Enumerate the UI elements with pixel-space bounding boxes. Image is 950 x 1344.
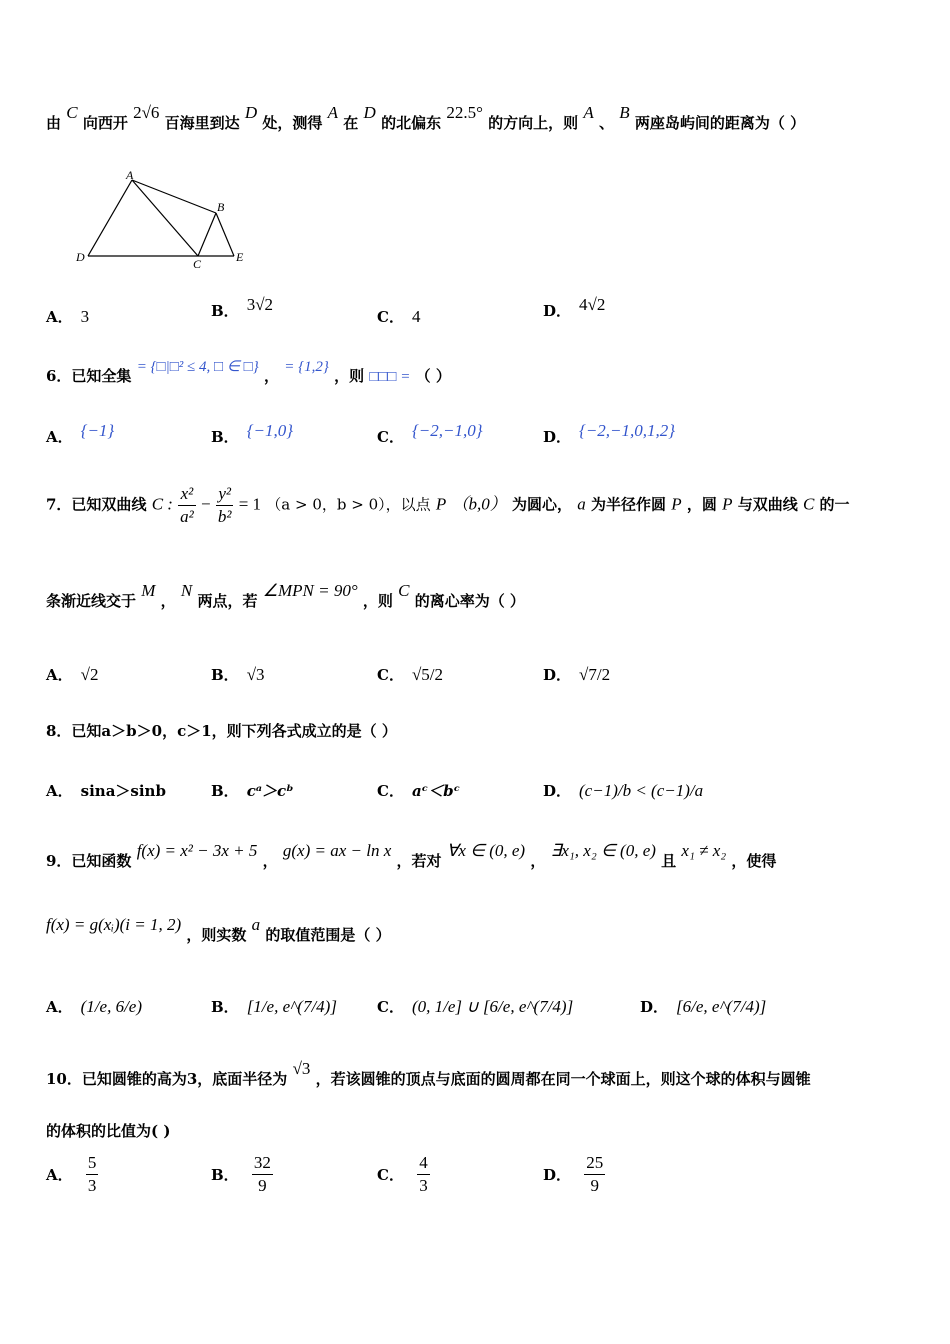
q9-stem-line2: f(x) = g(xᵢ)(i = 1, 2) ，则实数 a 的取值范围是（ ） — [46, 915, 391, 944]
q9-option-d[interactable]: D． [6/e, e^(7/4)] — [640, 997, 767, 1016]
q6-option-d[interactable]: D． {−2,−1,0,1,2} — [543, 421, 676, 446]
q7-option-a[interactable]: A． √2 — [46, 665, 99, 684]
q6-option-c[interactable]: C． {−2,−1,0} — [377, 421, 483, 446]
q8-option-b[interactable]: B． cᵃ＞cᵇ — [211, 782, 294, 800]
q7-stem-line1: 7．已知双曲线 C : $\frac{\text{x²}}{\text{a²}}$ − $\frac{\text{y²}}{\text{b²}}$ = 1 （a > 0，b > 0），以点 P （b,0） 为圆心， a 为半径作圆 P ，圆 P 与双曲线 C 的一 — [46, 484, 850, 526]
q10-option-a[interactable]: A． $\frac{5}{3}$ — [46, 1153, 97, 1195]
q10-option-c[interactable]: C． $\frac{4}{3}$ — [377, 1153, 428, 1195]
q10-option-d[interactable]: D． $\frac{25}{9}$ — [543, 1153, 604, 1195]
q7-option-c[interactable]: C． √5/2 — [377, 665, 444, 684]
q6-option-a[interactable]: A． {−1} — [46, 421, 115, 446]
q7-stem-line2: 条渐近线交于 M ， N 两点，若 ∠MPN = 90° ，则 C 的离心率为（ ） — [46, 581, 525, 610]
q9-stem-line1: 9．已知函数 f(x) = x² − 3x + 5 ， g(x) = ax − ln x ，若对 ∀x ∈ (0, e) ， ∃x₁, x₂ ∈ (0, e) 且 x₁ ≠ x₂ ，使得 — [46, 841, 777, 870]
q10-option-b[interactable]: B． $\frac{32}{9}$ — [211, 1153, 271, 1195]
q8-option-c[interactable]: C． aᶜ＜bᶜ — [377, 782, 460, 800]
q7-x2-over-a2: $\frac{\text{x²}}{\text{a²}}$ — [180, 484, 194, 526]
q9-option-a[interactable]: A． (1/e, 6/e) — [46, 997, 142, 1016]
q6-option-b[interactable]: B． {−1,0} — [211, 421, 294, 446]
q5-option-a[interactable]: A． 3 — [46, 307, 90, 326]
q5-option-c[interactable]: C． 4 — [377, 307, 421, 326]
figure-label-c: C — [193, 257, 202, 271]
figure-label-b: B — [217, 200, 225, 214]
q5-stem: 由 C 向西开 2√6 百海里到达 D 处，测得 A 在 D 的北偏东 22.5° 的方向上，则 A 、 B 两座岛屿间的距离为（ ） — [46, 103, 806, 132]
figure-label-a: A — [126, 168, 134, 182]
q8-option-d[interactable]: D． (c−1)/b < (c−1)/a — [543, 781, 704, 800]
q9-option-b[interactable]: B． [1/e, e^(7/4)] — [211, 997, 337, 1016]
q7-option-d[interactable]: D． √7/2 — [543, 665, 611, 684]
figure-label-d: D — [76, 250, 85, 264]
q7-y2-over-b2: $\frac{\text{y²}}{\text{b²}}$ — [217, 484, 232, 526]
q5-triangle-figure — [70, 165, 260, 275]
q6-stem: 6．已知全集 = {□|□² ≤ 4, □ ∈ □} ， = {1,2} ，则 □□□ = （ ） — [46, 359, 451, 385]
q9-option-c[interactable]: C． (0, 1/e] ∪ [6/e, e^(7/4)] — [377, 997, 574, 1016]
figure-label-e: E — [236, 250, 244, 264]
q10-stem-line1: 10．已知圆锥的高为3，底面半径为 √3 ，若该圆锥的顶点与底面的圆周都在同一个球面上，则这个球的体积与圆锥 — [46, 1059, 811, 1088]
q5-option-d[interactable]: D． 4√2 — [543, 295, 606, 320]
q10-stem-line2: 的体积的比值为( ) — [46, 1122, 171, 1140]
q8-stem: 8．已知a＞b＞0，c＞1，则下列各式成立的是（ ） — [46, 722, 397, 740]
q5-option-b[interactable]: B． 3√2 — [211, 295, 274, 320]
q8-option-a[interactable]: A． sina＞sinb — [46, 782, 166, 800]
q7-option-b[interactable]: B． √3 — [211, 665, 265, 684]
